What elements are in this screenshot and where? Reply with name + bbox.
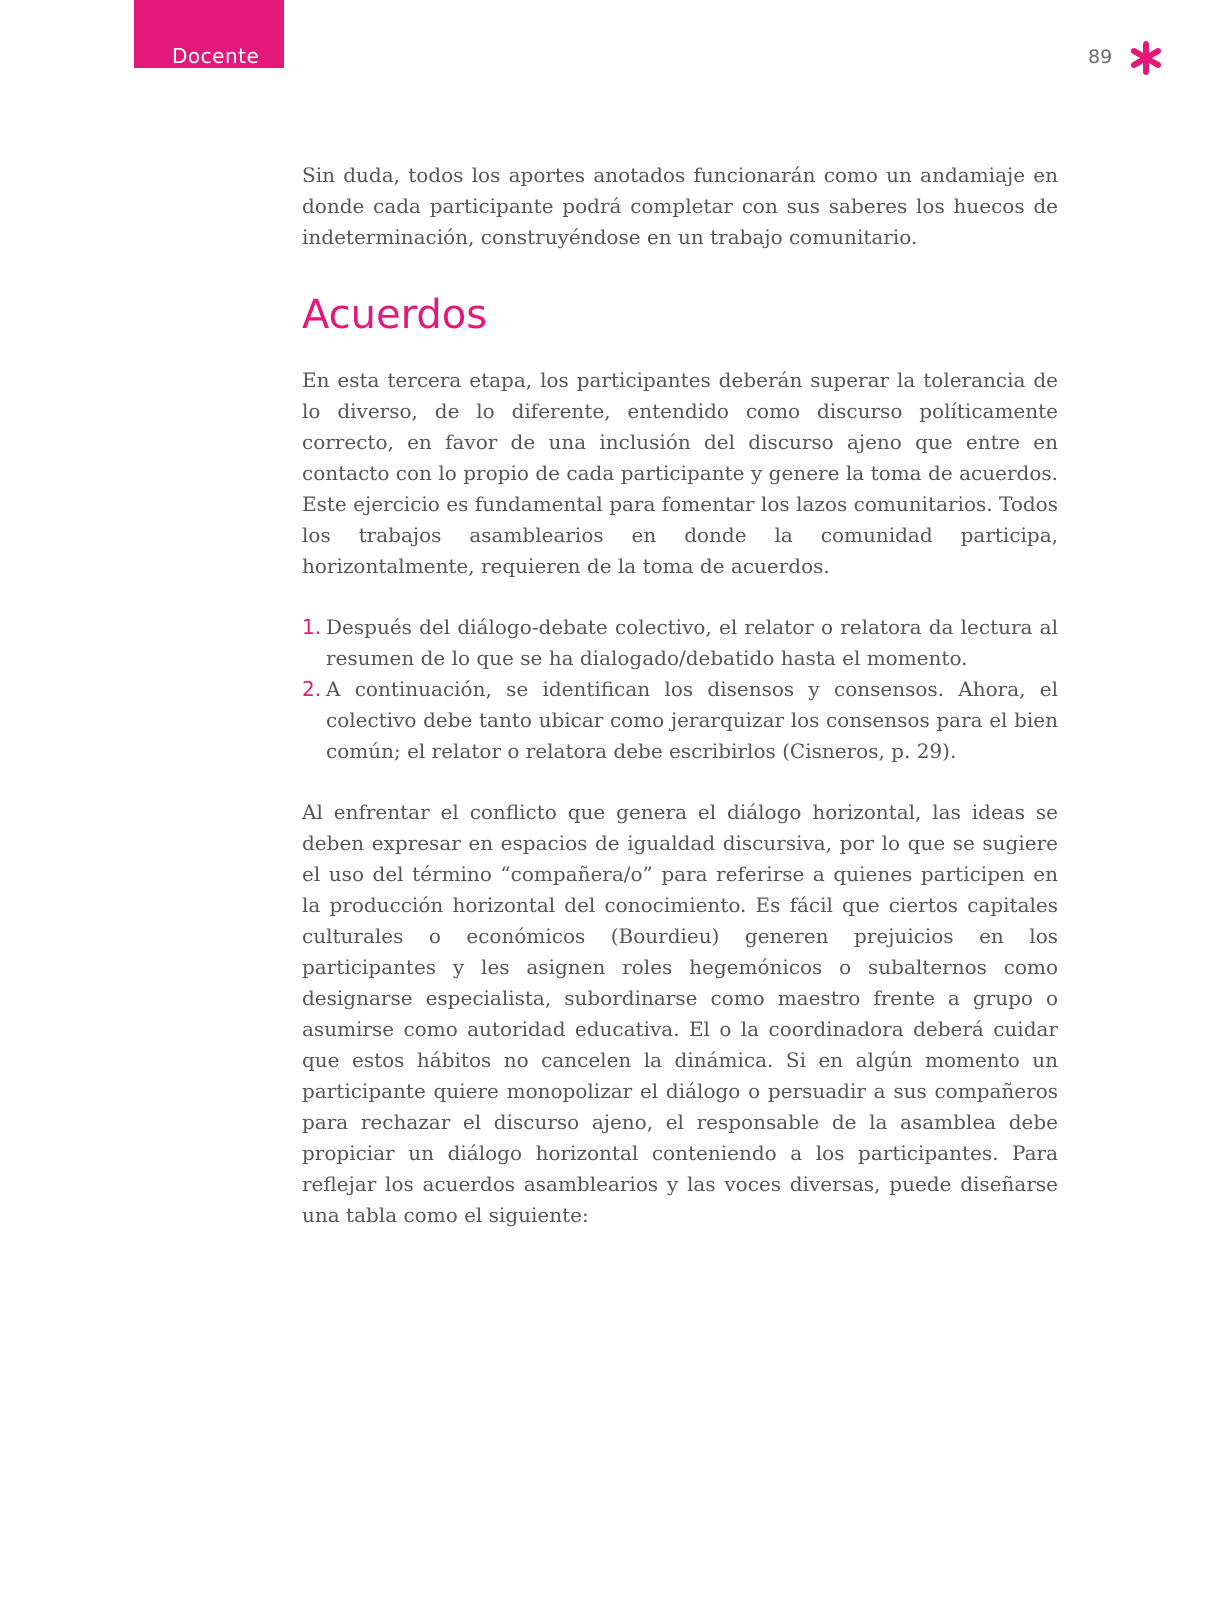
list-item-text: Después del diálogo-debate colectivo, el relator o relatora da lectura al resumen de lo que se ha dialogado/debatido hasta el momento. [326,615,1058,670]
list-item-number: 2. [302,677,322,701]
section-tab [134,0,284,68]
list-item [302,612,1058,674]
section-label: Docente [172,44,260,68]
page-body [302,160,1058,1231]
asterisk-icon [1128,40,1164,76]
body-paragraph-2: Al enfrentar el conflicto que genera el diálogo horizontal, las ideas se deben expresar en espacios de igualdad discursiva, por lo que se sugiere el uso del término “compañera/o” para referirse a quienes participen en la producción horizontal del conocimiento. Es fácil que ciertos capitales culturales o económicos (Bourdieu) generen prejuicios en los participantes y les asignen roles hegemónicos o subalternos como designarse especialista, subordinarse como maestro frente a grupo o asumirse como autoridad educativa. El o la coordinadora deberá cuidar que estos hábitos no cancelen la dinámica. Si en algún momento un participante quiere monopolizar el diálogo o persuadir a sus compañeros para rechazar el discurso ajeno, el responsable de la asamblea debe propiciar un diálogo horizontal conteniendo a los participantes. Para reflejar los acuerdos asamblearios y las voces diversas, puede diseñarse una tabla como el siguiente: [302,800,1058,1227]
list-item-text: A continuación, se identifican los disensos y consensos. Ahora, el colectivo debe tanto ubicar como jerarquizar los consensos para el bien común; el relator o relatora debe escribirlos (Cisneros, p. 29). [326,677,1058,763]
body-paragraph-1: En esta tercera etapa, los participantes deberán superar la tolerancia de lo diverso, de lo diferente, entendido como discurso políticamente correcto, en favor de una inclusión del discurso ajeno que entre en contacto con lo propio de cada participante y genere la toma de acuerdos. Este ejercicio es fundamental para fomentar los lazos comunitarios. Todos los trabajos asamblearios en donde la comunidad participa, horizontalmente, requieren de la toma de acuerdos. [302,368,1058,578]
section-title: Acuerdos [302,292,488,338]
intro-paragraph: Sin duda, todos los aportes anotados funcionarán como un andamiaje en donde cada participante podrá completar con sus saberes los huecos de indeterminación, construyéndose en un trabajo comunitario. [302,163,1058,249]
steps-list [302,612,1058,767]
list-item-number: 1. [302,615,322,639]
page-number: 89 [1088,46,1113,68]
list-item [302,674,1058,767]
